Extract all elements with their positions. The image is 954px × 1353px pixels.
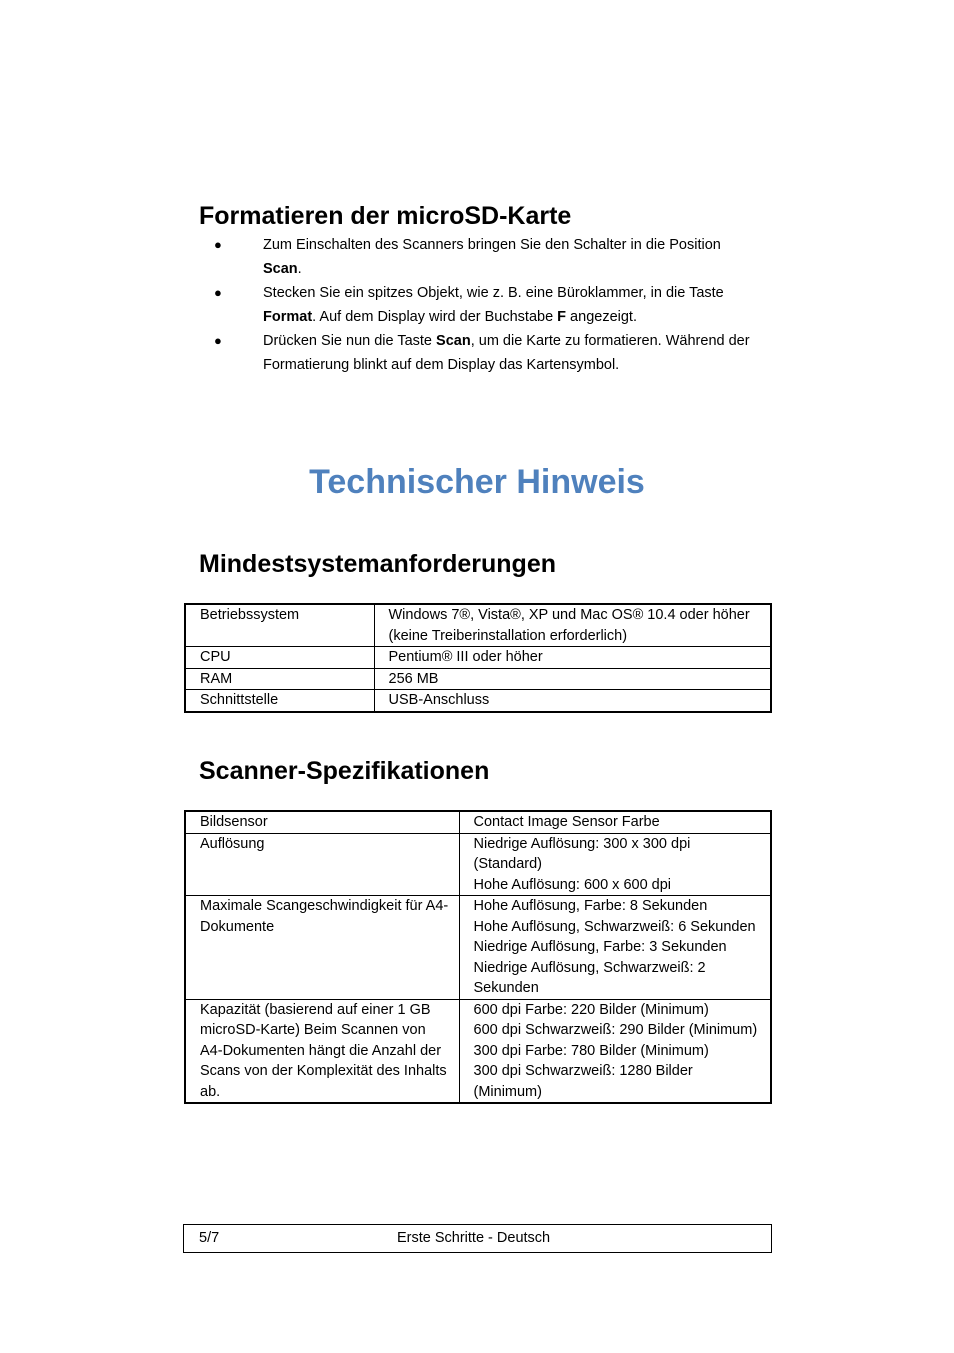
row-label: Auflösung (185, 833, 459, 896)
bullet-text: Zum Einschalten des Scanners bringen Sie den Schalter in die Position Scan. (263, 237, 721, 277)
row-label: Maximale Scangeschwindigkeit für A4-Dokumente (185, 896, 459, 1000)
page-footer (183, 1224, 772, 1253)
value-line: Hohe Auflösung: 600 x 600 dpi (473, 876, 672, 893)
row-value (459, 896, 771, 1000)
page-title: Technischer Hinweis (309, 463, 645, 501)
value-line: Windows 7®, Vista®, XP und Mac OS® 10.4 oder höher (keine Treiberinstallation erforderlich) (388, 607, 750, 644)
list-item (199, 281, 759, 329)
table-row (185, 811, 771, 833)
value-line: USB-Anschluss (388, 692, 490, 708)
list-item (199, 233, 759, 281)
row-label: Bildsensor (185, 811, 459, 833)
page-number: 5/7 (199, 1230, 220, 1246)
row-label: Schnittstelle (185, 690, 374, 712)
bullet-icon: ● (214, 333, 222, 348)
section-heading-requirements: Mindestsystemanforderungen (199, 550, 557, 578)
section-heading-format: Formatieren der microSD-Karte (199, 202, 572, 230)
table-row (185, 668, 771, 690)
value-line: Niedrige Auflösung: 300 x 300 dpi (Standard) (473, 835, 691, 872)
bullet-text: Drücken Sie nun die Taste Scan, um die Karte zu formatieren. Während der Formatierung blinkt auf dem Display das Kartensymbol. (263, 333, 750, 373)
value-line: 300 dpi Farbe: 780 Bilder (Minimum) (473, 1042, 709, 1059)
row-value (459, 833, 771, 896)
table-row (185, 999, 771, 1103)
requirements-table (184, 603, 772, 713)
value-line: Niedrige Auflösung, Schwarzweiß: 2 Sekunden (473, 959, 706, 996)
table-row (185, 604, 771, 647)
row-label: Kapazität (basierend auf einer 1 GB microSD-Karte) Beim Scannen von A4-Dokumenten hängt die Anzahl der Scans von der Komplexität des Inhalts ab. (185, 999, 459, 1103)
bullet-text: Stecken Sie ein spitzes Objekt, wie z. B. eine Büroklammer, in die Taste Format. Auf dem Display wird der Buchstabe F angezeigt. (263, 285, 724, 325)
value-line: Hohe Auflösung, Farbe: 8 Sekunden (473, 898, 708, 914)
bullet-icon: ● (214, 237, 222, 252)
value-line: 256 MB (388, 670, 439, 687)
value-line: 300 dpi Schwarzweiß: 1280 Bilder (Minimum) (473, 1063, 693, 1100)
row-value (374, 690, 771, 712)
row-value (374, 604, 771, 647)
value-line: Contact Image Sensor Farbe (473, 814, 660, 830)
row-value (374, 668, 771, 690)
footer-text: Erste Schritte - Deutsch (397, 1230, 551, 1246)
value-line: Pentium® III oder höher (388, 649, 543, 665)
row-value (374, 647, 771, 669)
row-label: RAM (185, 668, 374, 690)
table-row (185, 647, 771, 669)
specifications-table (184, 810, 772, 1104)
value-line: 600 dpi Schwarzweiß: 290 Bilder (Minimum) (473, 1022, 758, 1038)
value-line: 600 dpi Farbe: 220 Bilder (Minimum) (473, 1001, 709, 1018)
section-heading-specifications: Scanner-Spezifikationen (199, 757, 490, 785)
row-value (459, 999, 771, 1103)
table-row (185, 690, 771, 712)
row-label: CPU (185, 647, 374, 669)
list-item (199, 329, 759, 377)
value-line: Niedrige Auflösung, Farbe: 3 Sekunden (473, 939, 727, 955)
format-steps-list (199, 233, 759, 377)
value-line: Hohe Auflösung, Schwarzweiß: 6 Sekunden (473, 918, 756, 935)
table-row (185, 833, 771, 896)
table-row (185, 896, 771, 1000)
bullet-icon: ● (214, 285, 222, 300)
row-label: Betriebssystem (185, 604, 374, 647)
row-value (459, 811, 771, 833)
